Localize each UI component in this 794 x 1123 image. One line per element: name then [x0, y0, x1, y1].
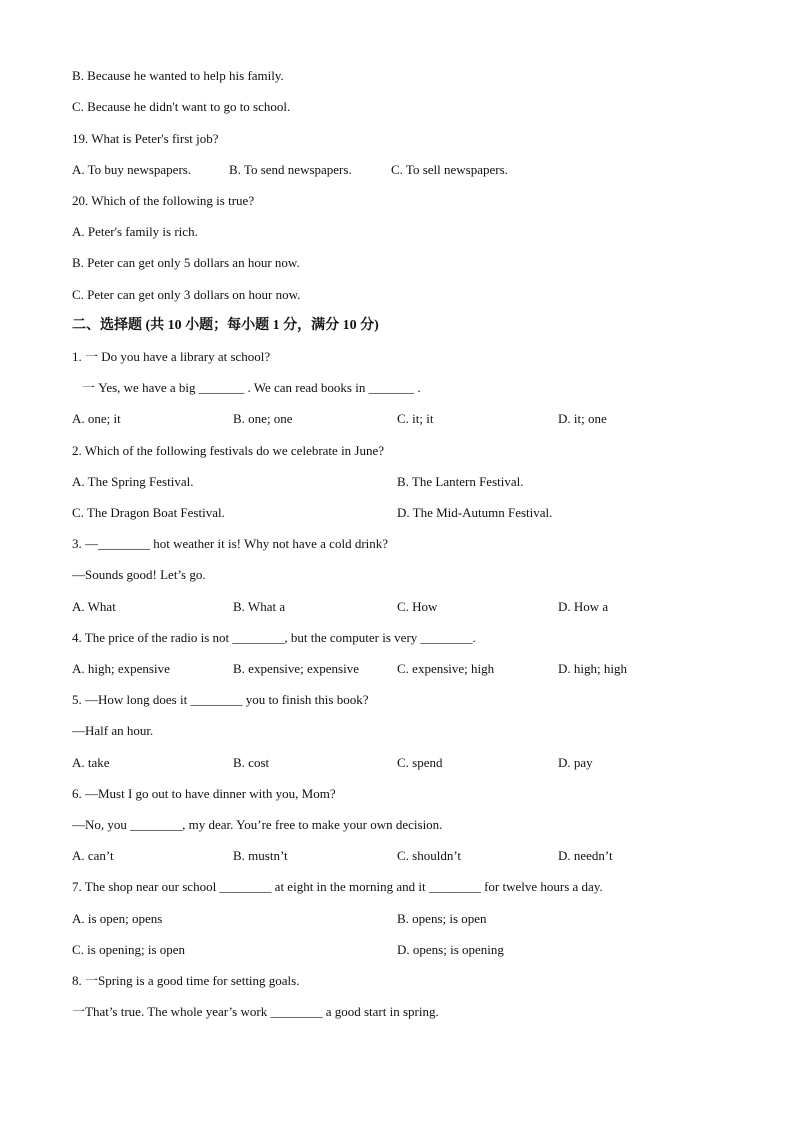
q6-response: —No, you ________, my dear. You’re free to make your own decision.: [72, 817, 443, 832]
q3-option-a: A. What: [72, 599, 116, 614]
q7-option-b: B. opens; is open: [397, 911, 487, 926]
q2-option-a: A. The Spring Festival.: [72, 474, 194, 489]
q3-option-d: D. How a: [558, 599, 609, 614]
q6-option-b: B. mustn’t: [233, 848, 288, 863]
q5-response: —Half an hour.: [72, 723, 154, 738]
q3-option-b: B. What a: [233, 599, 286, 614]
q2-option-d: D. The Mid-Autumn Festival.: [397, 505, 553, 520]
q20-option-c: C. Peter can get only 3 dollars on hour now.: [72, 287, 301, 302]
q1-option-d: D. it; one: [558, 411, 607, 426]
q1-option-c: C. it; it: [397, 411, 434, 426]
q2-option-b: B. The Lantern Festival.: [397, 474, 524, 489]
q8-stem: 8. 一Spring is a good time for setting goals.: [72, 973, 300, 988]
q5-option-a: A. take: [72, 755, 110, 770]
q6-option-a: A. can’t: [72, 848, 114, 863]
q4-option-a: A. high; expensive: [72, 661, 170, 676]
q3-response: —Sounds good! Let’s go.: [72, 567, 206, 582]
q5-option-b: B. cost: [233, 755, 270, 770]
q6-stem: 6. —Must I go out to have dinner with you, Mom?: [72, 786, 336, 801]
q3-option-c: C. How: [397, 599, 438, 614]
q19-option-a: A. To buy newspapers.: [72, 162, 192, 177]
q6-option-d: D. needn’t: [558, 848, 613, 863]
q1-option-b: B. one; one: [233, 411, 293, 426]
q4-stem: 4. The price of the radio is not ________, but the computer is very ________.: [72, 630, 476, 645]
q4-option-b: B. expensive; expensive: [233, 661, 359, 676]
q5-stem: 5. —How long does it ________ you to finish this book?: [72, 692, 369, 707]
q19-stem: 19. What is Peter's first job?: [72, 131, 219, 146]
section-heading: 二、选择题 (共 10 小题；每小题 1 分，满分 10 分): [72, 318, 379, 333]
q2-stem: 2. Which of the following festivals do we celebrate in June?: [72, 443, 385, 458]
q4-option-d: D. high; high: [558, 661, 627, 676]
q3-stem: 3. —________ hot weather it is! Why not have a cold drink?: [72, 536, 389, 551]
q20-stem: 20. Which of the following is true?: [72, 193, 255, 208]
q18-option-c: C. Because he didn't want to go to school.: [72, 99, 291, 114]
q5-option-c: C. spend: [397, 755, 443, 770]
q19-option-b: B. To send newspapers.: [229, 162, 352, 177]
q7-option-d: D. opens; is opening: [397, 942, 504, 957]
q5-option-d: D. pay: [558, 755, 593, 770]
q7-option-c: C. is opening; is open: [72, 942, 186, 957]
q1-response: 一 Yes, we have a big _______ . We can read books in _______ .: [82, 380, 421, 395]
q2-option-c: C. The Dragon Boat Festival.: [72, 505, 225, 520]
q20-option-b: B. Peter can get only 5 dollars an hour now.: [72, 255, 300, 270]
q7-stem: 7. The shop near our school ________ at eight in the morning and it ________ for twelve hours a day.: [72, 879, 603, 894]
q1-stem: 1. 一 Do you have a library at school?: [72, 349, 271, 364]
q1-option-a: A. one; it: [72, 411, 121, 426]
q20-option-a: A. Peter's family is rich.: [72, 224, 198, 239]
q18-option-b: B. Because he wanted to help his family.: [72, 68, 284, 83]
q8-response: 一That’s true. The whole year’s work ________ a good start in spring.: [72, 1004, 439, 1019]
q7-option-a: A. is open; opens: [72, 911, 163, 926]
q6-option-c: C. shouldn’t: [397, 848, 462, 863]
q4-option-c: C. expensive; high: [397, 661, 495, 676]
q19-option-c: C. To sell newspapers.: [391, 162, 508, 177]
